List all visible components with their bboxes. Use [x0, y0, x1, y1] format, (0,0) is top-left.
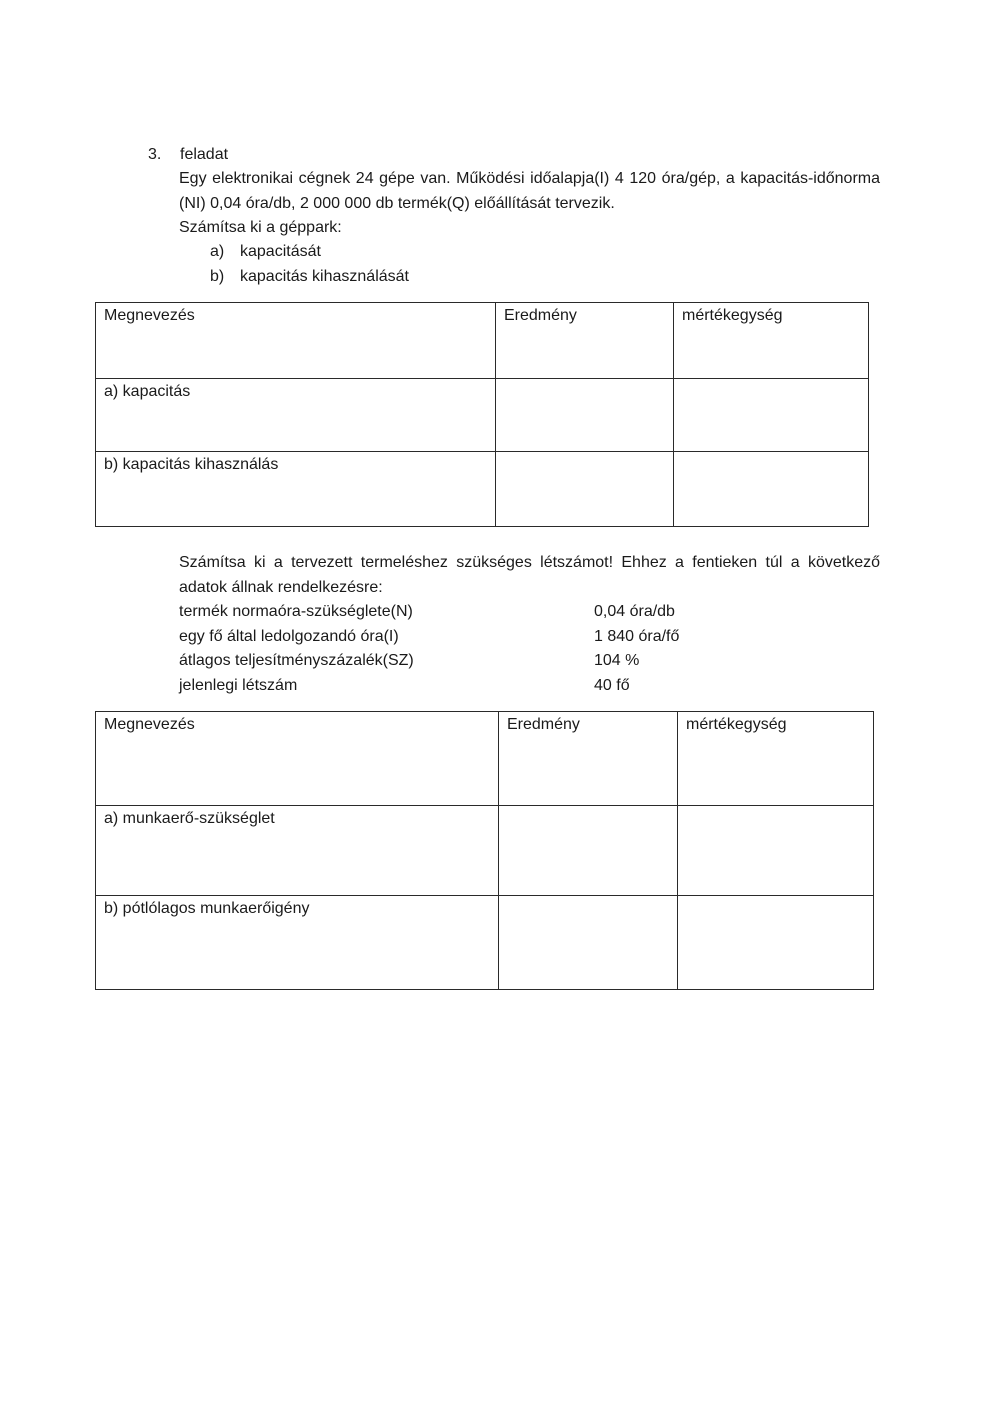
table-cell: a) munkaerő-szükséglet [96, 806, 499, 896]
table-cell: b) kapacitás kihasználás [96, 452, 496, 527]
table-header-row [96, 303, 869, 379]
data-label: egy fő által ledolgozandó óra(I) [179, 627, 399, 645]
data-label: termék normaóra-szükséglete(N) [179, 603, 413, 620]
table-cell: a) kapacitás [96, 379, 496, 452]
list-item [210, 265, 409, 290]
capacity-table [95, 302, 869, 527]
workforce-table [95, 711, 874, 990]
table-row [96, 806, 874, 896]
given-data-list [179, 600, 880, 698]
data-row [179, 674, 880, 699]
list-item-text: kapacitás kihasználását [240, 267, 409, 285]
data-row [179, 649, 880, 674]
unit-cell[interactable] [674, 379, 869, 452]
data-row [179, 600, 880, 625]
part2-intro: Számítsa ki a tervezett termeléshez szükséges létszámot! Ehhez a fentieken túl a következő adatok állnak rendelkezésre: [179, 554, 880, 596]
part2-intro-block [179, 551, 880, 600]
task-heading [148, 143, 228, 168]
list-item [210, 240, 409, 265]
result-cell[interactable] [496, 379, 674, 452]
data-value: 40 fő [594, 676, 630, 694]
data-row [179, 625, 880, 650]
result-cell[interactable] [499, 896, 678, 990]
table-header-cell: mértékegység [674, 303, 869, 379]
data-value: 104 % [594, 652, 640, 669]
data-value: 1 840 óra/fő [594, 627, 680, 645]
table-header-row [96, 712, 874, 806]
list-item-marker: b) [210, 267, 225, 285]
task-description: Egy elektronikai cégnek 24 gépe van. Működési időalapja(I) 4 120 óra/gép, a kapacitás-időnorma (NI) 0,04 óra/db, 2 000 000 db termék(Q) előállítását tervezik. [179, 170, 880, 212]
table-header-cell: Eredmény [496, 303, 674, 379]
task-instruction: Számítsa ki a géppark: [179, 219, 342, 236]
table-row [96, 379, 869, 452]
task-number: 3. [148, 146, 162, 163]
task-item-list [210, 240, 409, 289]
table-row [96, 452, 869, 527]
data-label: átlagos teljesítményszázalék(SZ) [179, 652, 414, 669]
table-cell: b) pótlólagos munkaerőigény [96, 896, 499, 990]
table-header-cell: Megnevezés [96, 712, 499, 806]
unit-cell[interactable] [674, 452, 869, 527]
task-description-block [179, 167, 880, 241]
result-cell[interactable] [499, 806, 678, 896]
task-title: feladat [180, 146, 229, 163]
list-item-marker: a) [210, 243, 225, 260]
unit-cell[interactable] [678, 806, 874, 896]
table-header-cell: mértékegység [678, 712, 874, 806]
list-item-text: kapacitását [240, 243, 321, 260]
result-cell[interactable] [496, 452, 674, 527]
data-label: jelenlegi létszám [179, 676, 298, 694]
unit-cell[interactable] [678, 896, 874, 990]
table-header-cell: Megnevezés [96, 303, 496, 379]
table-row [96, 896, 874, 990]
data-value: 0,04 óra/db [594, 603, 675, 620]
table-header-cell: Eredmény [499, 712, 678, 806]
